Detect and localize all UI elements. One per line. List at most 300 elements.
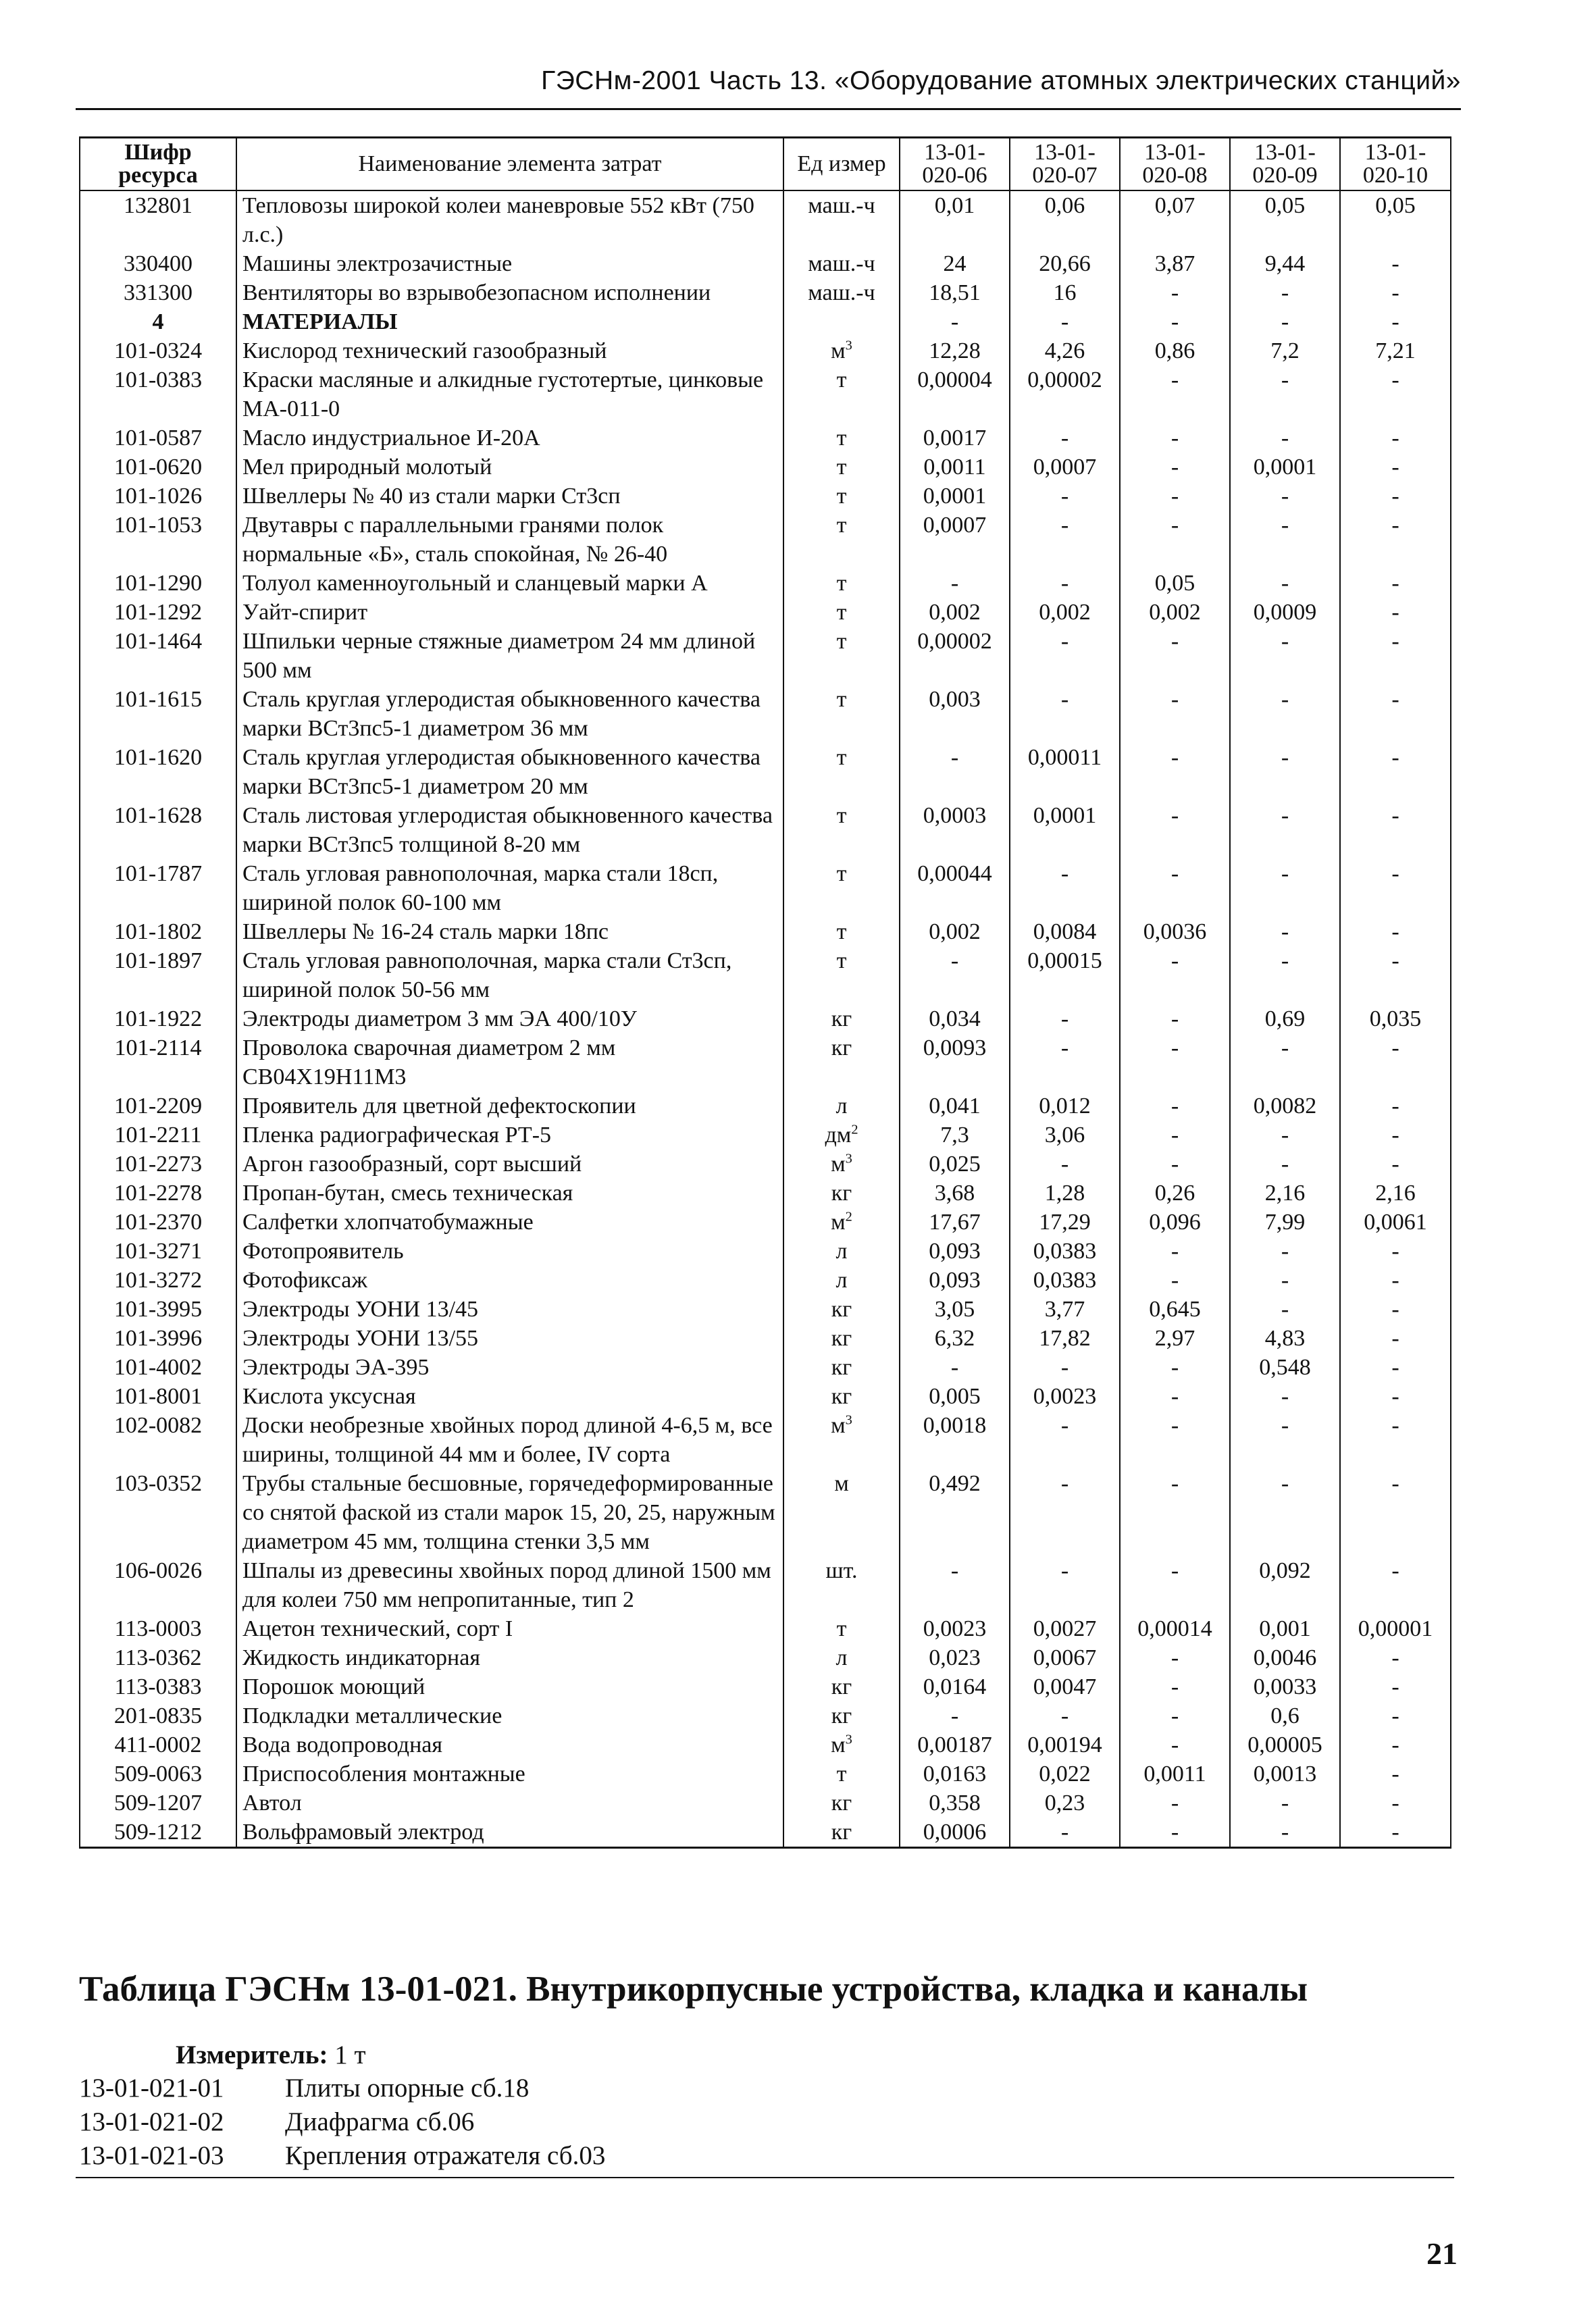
table-row xyxy=(80,278,1451,307)
resource-code-cell: 201-0835 xyxy=(80,1701,236,1730)
value-cell: - xyxy=(1230,1150,1340,1179)
value-cell: - xyxy=(1230,1818,1340,1848)
value-cell: - xyxy=(1010,859,1120,917)
table-header-row xyxy=(80,138,1451,191)
value-cell: - xyxy=(1230,1789,1340,1818)
resource-name-cell: Сталь угловая равнополочная, марка стали 18сп, шириной полок 60-100 мм xyxy=(236,859,783,917)
table-row xyxy=(80,627,1451,685)
value-cell: - xyxy=(1340,1789,1451,1818)
resource-code-cell: 101-1802 xyxy=(80,917,236,946)
unit-text: м xyxy=(831,1152,846,1177)
value-cell: 0,0007 xyxy=(900,511,1010,569)
resource-code-cell: 113-0003 xyxy=(80,1614,236,1643)
value-cell: - xyxy=(1340,1266,1451,1295)
norm-text: Диафрагма сб.06 xyxy=(285,2107,475,2136)
value-cell: 7,21 xyxy=(1340,336,1451,365)
unit-text: т xyxy=(836,629,847,654)
unit-text: т xyxy=(836,600,847,625)
unit-text: кг xyxy=(831,1384,852,1409)
resource-code-cell: 101-0383 xyxy=(80,365,236,423)
value-cell: 4,83 xyxy=(1230,1324,1340,1353)
value-cell: 0,096 xyxy=(1120,1208,1230,1237)
unit-text: маш.-ч xyxy=(808,193,875,218)
resource-name-cell: Проявитель для цветной дефектоскопии xyxy=(236,1091,783,1121)
table-row xyxy=(80,1353,1451,1382)
unit-text: т xyxy=(836,803,847,828)
resource-name-cell: Проволока сварочная диаметром 2 мм СВ04Х19Н11М3 xyxy=(236,1033,783,1091)
value-cell: 0,0093 xyxy=(900,1033,1010,1091)
resource-code-cell: 509-0063 xyxy=(80,1759,236,1789)
value-cell: 7,2 xyxy=(1230,336,1340,365)
header-col-020-06: 13-01- 020-06 xyxy=(900,138,1010,191)
value-cell: - xyxy=(1230,1121,1340,1150)
value-cell: - xyxy=(1010,1150,1120,1179)
table-row xyxy=(80,453,1451,482)
value-cell: 0,0001 xyxy=(1230,453,1340,482)
value-cell: - xyxy=(1230,627,1340,685)
resource-code-cell: 411-0002 xyxy=(80,1730,236,1759)
value-cell: - xyxy=(1340,1818,1451,1848)
value-cell: - xyxy=(1010,307,1120,336)
table-row xyxy=(80,1730,1451,1759)
value-cell: - xyxy=(1230,278,1340,307)
unit-text: л xyxy=(835,1239,848,1264)
resource-code-cell: 101-1292 xyxy=(80,598,236,627)
value-cell: - xyxy=(1120,1701,1230,1730)
value-cell: - xyxy=(1340,1672,1451,1701)
resource-name-cell: Уайт-спирит xyxy=(236,598,783,627)
value-cell: - xyxy=(1340,1150,1451,1179)
value-cell: - xyxy=(1340,365,1451,423)
value-cell: 0,05 xyxy=(1230,190,1340,249)
value-cell: 24 xyxy=(900,249,1010,278)
value-cell: - xyxy=(1120,365,1230,423)
value-cell: - xyxy=(900,1701,1010,1730)
unit-cell xyxy=(783,1237,900,1266)
unit-cell xyxy=(783,627,900,685)
value-cell: 2,16 xyxy=(1340,1179,1451,1208)
table-row xyxy=(80,482,1451,511)
value-cell: - xyxy=(1230,1411,1340,1469)
value-cell: - xyxy=(1230,482,1340,511)
value-cell: - xyxy=(1230,423,1340,453)
table-row xyxy=(80,1614,1451,1643)
unit-exponent: 3 xyxy=(845,1151,852,1166)
unit-text: л xyxy=(835,1268,848,1293)
table-body xyxy=(80,190,1451,1848)
resource-code-cell: 101-1290 xyxy=(80,569,236,598)
unit-cell xyxy=(783,946,900,1004)
unit-cell xyxy=(783,1730,900,1759)
value-cell: 17,67 xyxy=(900,1208,1010,1237)
value-cell: 0,0003 xyxy=(900,801,1010,859)
value-cell: - xyxy=(1340,1382,1451,1411)
value-cell: - xyxy=(1340,1643,1451,1672)
unit-text: кг xyxy=(831,1674,852,1699)
value-cell: - xyxy=(1340,1353,1451,1382)
table-row xyxy=(80,1469,1451,1556)
unit-text: м xyxy=(831,1732,846,1757)
unit-text: т xyxy=(836,367,847,392)
value-cell: - xyxy=(1120,1237,1230,1266)
resource-name-cell: Салфетки хлопчатобумажные xyxy=(236,1208,783,1237)
unit-cell xyxy=(783,1759,900,1789)
value-cell: - xyxy=(1120,278,1230,307)
value-cell: - xyxy=(1010,1033,1120,1091)
header-col-020-08: 13-01- 020-08 xyxy=(1120,138,1230,191)
unit-text: т xyxy=(836,948,847,973)
value-cell: 0,025 xyxy=(900,1150,1010,1179)
value-cell: 0,0013 xyxy=(1230,1759,1340,1789)
value-cell: 1,28 xyxy=(1010,1179,1120,1208)
value-cell: - xyxy=(1120,1730,1230,1759)
norm-text: Крепления отражателя сб.03 xyxy=(285,2141,606,2170)
unit-cell xyxy=(783,1818,900,1848)
unit-cell xyxy=(783,190,900,249)
resource-name-cell: Электроды УОНИ 13/45 xyxy=(236,1295,783,1324)
value-cell: - xyxy=(1340,1121,1451,1150)
value-cell: 2,16 xyxy=(1230,1179,1340,1208)
resource-code-cell: 101-1615 xyxy=(80,685,236,743)
table-row xyxy=(80,801,1451,859)
unit-text: кг xyxy=(831,1355,852,1380)
unit-text: т xyxy=(836,571,847,596)
value-cell: 0,00044 xyxy=(900,859,1010,917)
unit-text: л xyxy=(835,1094,848,1119)
measure-value: 1 т xyxy=(334,2040,366,2069)
resource-name-cell: Электроды УОНИ 13/55 xyxy=(236,1324,783,1353)
value-cell: 0,0163 xyxy=(900,1759,1010,1789)
value-cell: - xyxy=(1340,278,1451,307)
unit-text: т xyxy=(836,455,847,480)
value-cell: - xyxy=(1340,453,1451,482)
value-cell: 0,002 xyxy=(1120,598,1230,627)
unit-cell xyxy=(783,336,900,365)
value-cell: 0,358 xyxy=(900,1789,1010,1818)
value-cell: - xyxy=(1120,946,1230,1004)
resource-code-cell: 101-3995 xyxy=(80,1295,236,1324)
value-cell: 0,0082 xyxy=(1230,1091,1340,1121)
resource-code-cell: 330400 xyxy=(80,249,236,278)
resource-code-cell: 101-3272 xyxy=(80,1266,236,1295)
value-cell: - xyxy=(1010,1701,1120,1730)
value-cell: - xyxy=(1230,801,1340,859)
value-cell: - xyxy=(1120,1382,1230,1411)
value-cell: 0,0036 xyxy=(1120,917,1230,946)
unit-text: т xyxy=(836,687,847,712)
value-cell: 0,003 xyxy=(900,685,1010,743)
value-cell: 3,06 xyxy=(1010,1121,1120,1150)
value-cell: - xyxy=(1340,598,1451,627)
value-cell: - xyxy=(1340,1730,1451,1759)
norm-text: Плиты опорные сб.18 xyxy=(285,2074,530,2103)
unit-text: маш.-ч xyxy=(808,280,875,305)
value-cell: 0,0067 xyxy=(1010,1643,1120,1672)
unit-text: т xyxy=(836,426,847,451)
table-row xyxy=(80,1237,1451,1266)
value-cell: 7,3 xyxy=(900,1121,1010,1150)
value-cell: 0,0007 xyxy=(1010,453,1120,482)
table-row xyxy=(80,249,1451,278)
value-cell: 0,05 xyxy=(1340,190,1451,249)
norm-code: 13-01-021-01 xyxy=(79,2074,224,2103)
unit-text: м xyxy=(831,1413,846,1438)
value-cell: 9,44 xyxy=(1230,249,1340,278)
value-cell: - xyxy=(1010,1469,1120,1556)
value-cell: 0,0018 xyxy=(900,1411,1010,1469)
unit-cell xyxy=(783,1382,900,1411)
resource-code-cell: 101-1620 xyxy=(80,743,236,801)
unit-text: м xyxy=(831,1210,846,1235)
unit-cell xyxy=(783,1643,900,1672)
resource-name-cell: Доски необрезные хвойных пород длиной 4-6,5 м, все ширины, толщиной 44 мм и более, IV сорта xyxy=(236,1411,783,1469)
value-cell: 0,00015 xyxy=(1010,946,1120,1004)
value-cell: - xyxy=(1010,569,1120,598)
unit-cell xyxy=(783,278,900,307)
table-row xyxy=(80,1150,1451,1179)
value-cell: 0,00004 xyxy=(900,365,1010,423)
norm-item xyxy=(79,2072,605,2105)
page-number: 21 xyxy=(1426,2236,1458,2271)
table-row xyxy=(80,1208,1451,1237)
value-cell: - xyxy=(1230,685,1340,743)
resource-name-cell: Кислота уксусная xyxy=(236,1382,783,1411)
unit-cell xyxy=(783,1150,900,1179)
value-cell: - xyxy=(1340,743,1451,801)
table-row xyxy=(80,1004,1451,1033)
value-cell: - xyxy=(1010,627,1120,685)
value-cell: - xyxy=(1120,1411,1230,1469)
value-cell: - xyxy=(1340,1701,1451,1730)
value-cell: - xyxy=(1230,859,1340,917)
unit-cell xyxy=(783,1789,900,1818)
table-row xyxy=(80,1033,1451,1091)
value-cell: 3,77 xyxy=(1010,1295,1120,1324)
resource-name-cell: Жидкость индикаторная xyxy=(236,1643,783,1672)
unit-text: кг xyxy=(831,1820,852,1845)
table-row xyxy=(80,1324,1451,1353)
resource-code-cell: 101-1787 xyxy=(80,859,236,917)
unit-exponent: 3 xyxy=(845,338,852,353)
unit-exponent: 2 xyxy=(845,1209,852,1225)
value-cell: - xyxy=(1230,1295,1340,1324)
unit-cell xyxy=(783,598,900,627)
unit-cell xyxy=(783,453,900,482)
value-cell: - xyxy=(1010,1411,1120,1469)
resource-code-cell: 101-2370 xyxy=(80,1208,236,1237)
unit-cell xyxy=(783,1004,900,1033)
value-cell: 17,29 xyxy=(1010,1208,1120,1237)
table-row xyxy=(80,569,1451,598)
value-cell: - xyxy=(1120,1091,1230,1121)
value-cell: 0,093 xyxy=(900,1266,1010,1295)
table-row xyxy=(80,1759,1451,1789)
norm-item xyxy=(79,2139,605,2173)
value-cell: 0,0011 xyxy=(1120,1759,1230,1789)
value-cell: - xyxy=(1120,482,1230,511)
resource-name-cell: Сталь круглая углеродистая обыкновенного качества марки ВСт3пс5-1 диаметром 20 мм xyxy=(236,743,783,801)
resource-code-cell: 132801 xyxy=(80,190,236,249)
value-cell: 0,69 xyxy=(1230,1004,1340,1033)
value-cell: 0,00005 xyxy=(1230,1730,1340,1759)
value-cell: - xyxy=(1230,1033,1340,1091)
unit-cell xyxy=(783,1469,900,1556)
value-cell: - xyxy=(1230,1382,1340,1411)
unit-text: т xyxy=(836,1762,847,1786)
value-cell: 17,82 xyxy=(1010,1324,1120,1353)
unit-cell xyxy=(783,1353,900,1382)
table-row xyxy=(80,1266,1451,1295)
running-header: ГЭСНм-2001 Часть 13. «Оборудование атомных электрических станций» xyxy=(541,66,1461,95)
value-cell: 0,00001 xyxy=(1340,1614,1451,1643)
resource-code-cell: 101-2273 xyxy=(80,1150,236,1179)
value-cell: - xyxy=(1120,1672,1230,1701)
value-cell: - xyxy=(1340,1237,1451,1266)
value-cell: - xyxy=(1120,685,1230,743)
value-cell: 0,005 xyxy=(900,1382,1010,1411)
value-cell: - xyxy=(1230,307,1340,336)
unit-cell xyxy=(783,1033,900,1091)
unit-exponent: 3 xyxy=(845,1732,852,1747)
resource-name-cell: Вентиляторы во взрывобезопасном исполнении xyxy=(236,278,783,307)
value-cell: 0,00002 xyxy=(900,627,1010,685)
value-cell: - xyxy=(1120,1643,1230,1672)
resource-code-cell: 101-2209 xyxy=(80,1091,236,1121)
value-cell: 0,093 xyxy=(900,1237,1010,1266)
value-cell: - xyxy=(1340,1295,1451,1324)
norm-list xyxy=(79,2072,605,2173)
value-cell: - xyxy=(1120,307,1230,336)
value-cell: - xyxy=(1340,423,1451,453)
value-cell: - xyxy=(1120,1469,1230,1556)
resource-name-cell: Мел природный молотый xyxy=(236,453,783,482)
resource-code-cell: 106-0026 xyxy=(80,1556,236,1614)
value-cell: - xyxy=(1340,249,1451,278)
value-cell: - xyxy=(1340,917,1451,946)
resource-code-cell: 103-0352 xyxy=(80,1469,236,1556)
resource-name-cell: Краски масляные и алкидные густотертые, цинковые МА-011-0 xyxy=(236,365,783,423)
value-cell: - xyxy=(1340,307,1451,336)
resource-code-cell: 101-1464 xyxy=(80,627,236,685)
value-cell: - xyxy=(1120,1556,1230,1614)
table-row xyxy=(80,1789,1451,1818)
resource-code-cell: 4 xyxy=(80,307,236,336)
value-cell: 4,26 xyxy=(1010,336,1120,365)
resource-code-cell: 101-2278 xyxy=(80,1179,236,1208)
value-cell: - xyxy=(1340,1759,1451,1789)
value-cell: 0,0061 xyxy=(1340,1208,1451,1237)
value-cell: - xyxy=(1340,859,1451,917)
value-cell: - xyxy=(1120,1789,1230,1818)
unit-text: т xyxy=(836,1616,847,1641)
value-cell: - xyxy=(1120,1266,1230,1295)
unit-text: кг xyxy=(831,1326,852,1351)
value-cell: 2,97 xyxy=(1120,1324,1230,1353)
value-cell: 0,492 xyxy=(900,1469,1010,1556)
table-row xyxy=(80,1556,1451,1614)
value-cell: 18,51 xyxy=(900,278,1010,307)
table-row xyxy=(80,1411,1451,1469)
unit-cell xyxy=(783,1556,900,1614)
value-cell: - xyxy=(1010,482,1120,511)
value-cell: 0,0383 xyxy=(1010,1237,1120,1266)
unit-cell xyxy=(783,482,900,511)
unit-cell xyxy=(783,1179,900,1208)
resource-name-cell: Фотопроявитель xyxy=(236,1237,783,1266)
value-cell: - xyxy=(1340,801,1451,859)
value-cell: - xyxy=(1010,685,1120,743)
resource-name-cell: Вольфрамовый электрод xyxy=(236,1818,783,1848)
value-cell: - xyxy=(1340,482,1451,511)
table-title: Таблица ГЭСНм 13-01-021. Внутрикорпусные устройства, кладка и каналы xyxy=(79,1970,1308,2009)
table-row xyxy=(80,1701,1451,1730)
measure-label: Измеритель: xyxy=(176,2040,328,2069)
value-cell: 0,00187 xyxy=(900,1730,1010,1759)
unit-text: т xyxy=(836,484,847,509)
value-cell: - xyxy=(1340,1033,1451,1091)
value-cell: - xyxy=(1120,743,1230,801)
resource-code-cell: 101-1053 xyxy=(80,511,236,569)
value-cell: - xyxy=(1340,1324,1451,1353)
resource-name-cell: Швеллеры № 40 из стали марки Ст3сп xyxy=(236,482,783,511)
value-cell: 16 xyxy=(1010,278,1120,307)
unit-text: т xyxy=(836,513,847,538)
unit-text: шт. xyxy=(825,1558,858,1583)
norm-code: 13-01-021-02 xyxy=(79,2107,224,2136)
resource-name-cell: Машины электрозачистные xyxy=(236,249,783,278)
value-cell: 3,05 xyxy=(900,1295,1010,1324)
value-cell: - xyxy=(1010,423,1120,453)
unit-cell xyxy=(783,1208,900,1237)
value-cell: 0,23 xyxy=(1010,1789,1120,1818)
resource-name-cell: Подкладки металлические xyxy=(236,1701,783,1730)
table-row xyxy=(80,190,1451,249)
value-cell: - xyxy=(1120,1033,1230,1091)
value-cell: 0,26 xyxy=(1120,1179,1230,1208)
value-cell: 0,092 xyxy=(1230,1556,1340,1614)
resource-name-cell: Толуол каменноугольный и сланцевый марки А xyxy=(236,569,783,598)
value-cell: - xyxy=(1340,1469,1451,1556)
resource-code-cell: 101-1922 xyxy=(80,1004,236,1033)
value-cell: 0,0001 xyxy=(900,482,1010,511)
resource-table xyxy=(79,136,1451,1849)
table-row xyxy=(80,1382,1451,1411)
resource-name-cell: Приспособления монтажные xyxy=(236,1759,783,1789)
value-cell: - xyxy=(1010,511,1120,569)
value-cell: - xyxy=(1120,511,1230,569)
value-cell: 0,548 xyxy=(1230,1353,1340,1382)
value-cell: - xyxy=(1010,1818,1120,1848)
resource-code-cell: 101-8001 xyxy=(80,1382,236,1411)
resource-code-cell: 509-1212 xyxy=(80,1818,236,1848)
unit-cell xyxy=(783,511,900,569)
value-cell: 0,86 xyxy=(1120,336,1230,365)
value-cell: 0,0006 xyxy=(900,1818,1010,1848)
unit-cell xyxy=(783,1266,900,1295)
value-cell: 0,002 xyxy=(900,598,1010,627)
value-cell: 0,0023 xyxy=(900,1614,1010,1643)
value-cell: 0,034 xyxy=(900,1004,1010,1033)
value-cell: - xyxy=(1340,1556,1451,1614)
unit-cell xyxy=(783,307,900,336)
unit-cell xyxy=(783,1672,900,1701)
value-cell: 0,00014 xyxy=(1120,1614,1230,1643)
value-cell: 0,00194 xyxy=(1010,1730,1120,1759)
value-cell: 3,87 xyxy=(1120,249,1230,278)
resource-name-cell: Порошок моющий xyxy=(236,1672,783,1701)
value-cell: - xyxy=(1230,365,1340,423)
resource-code-cell: 113-0362 xyxy=(80,1643,236,1672)
